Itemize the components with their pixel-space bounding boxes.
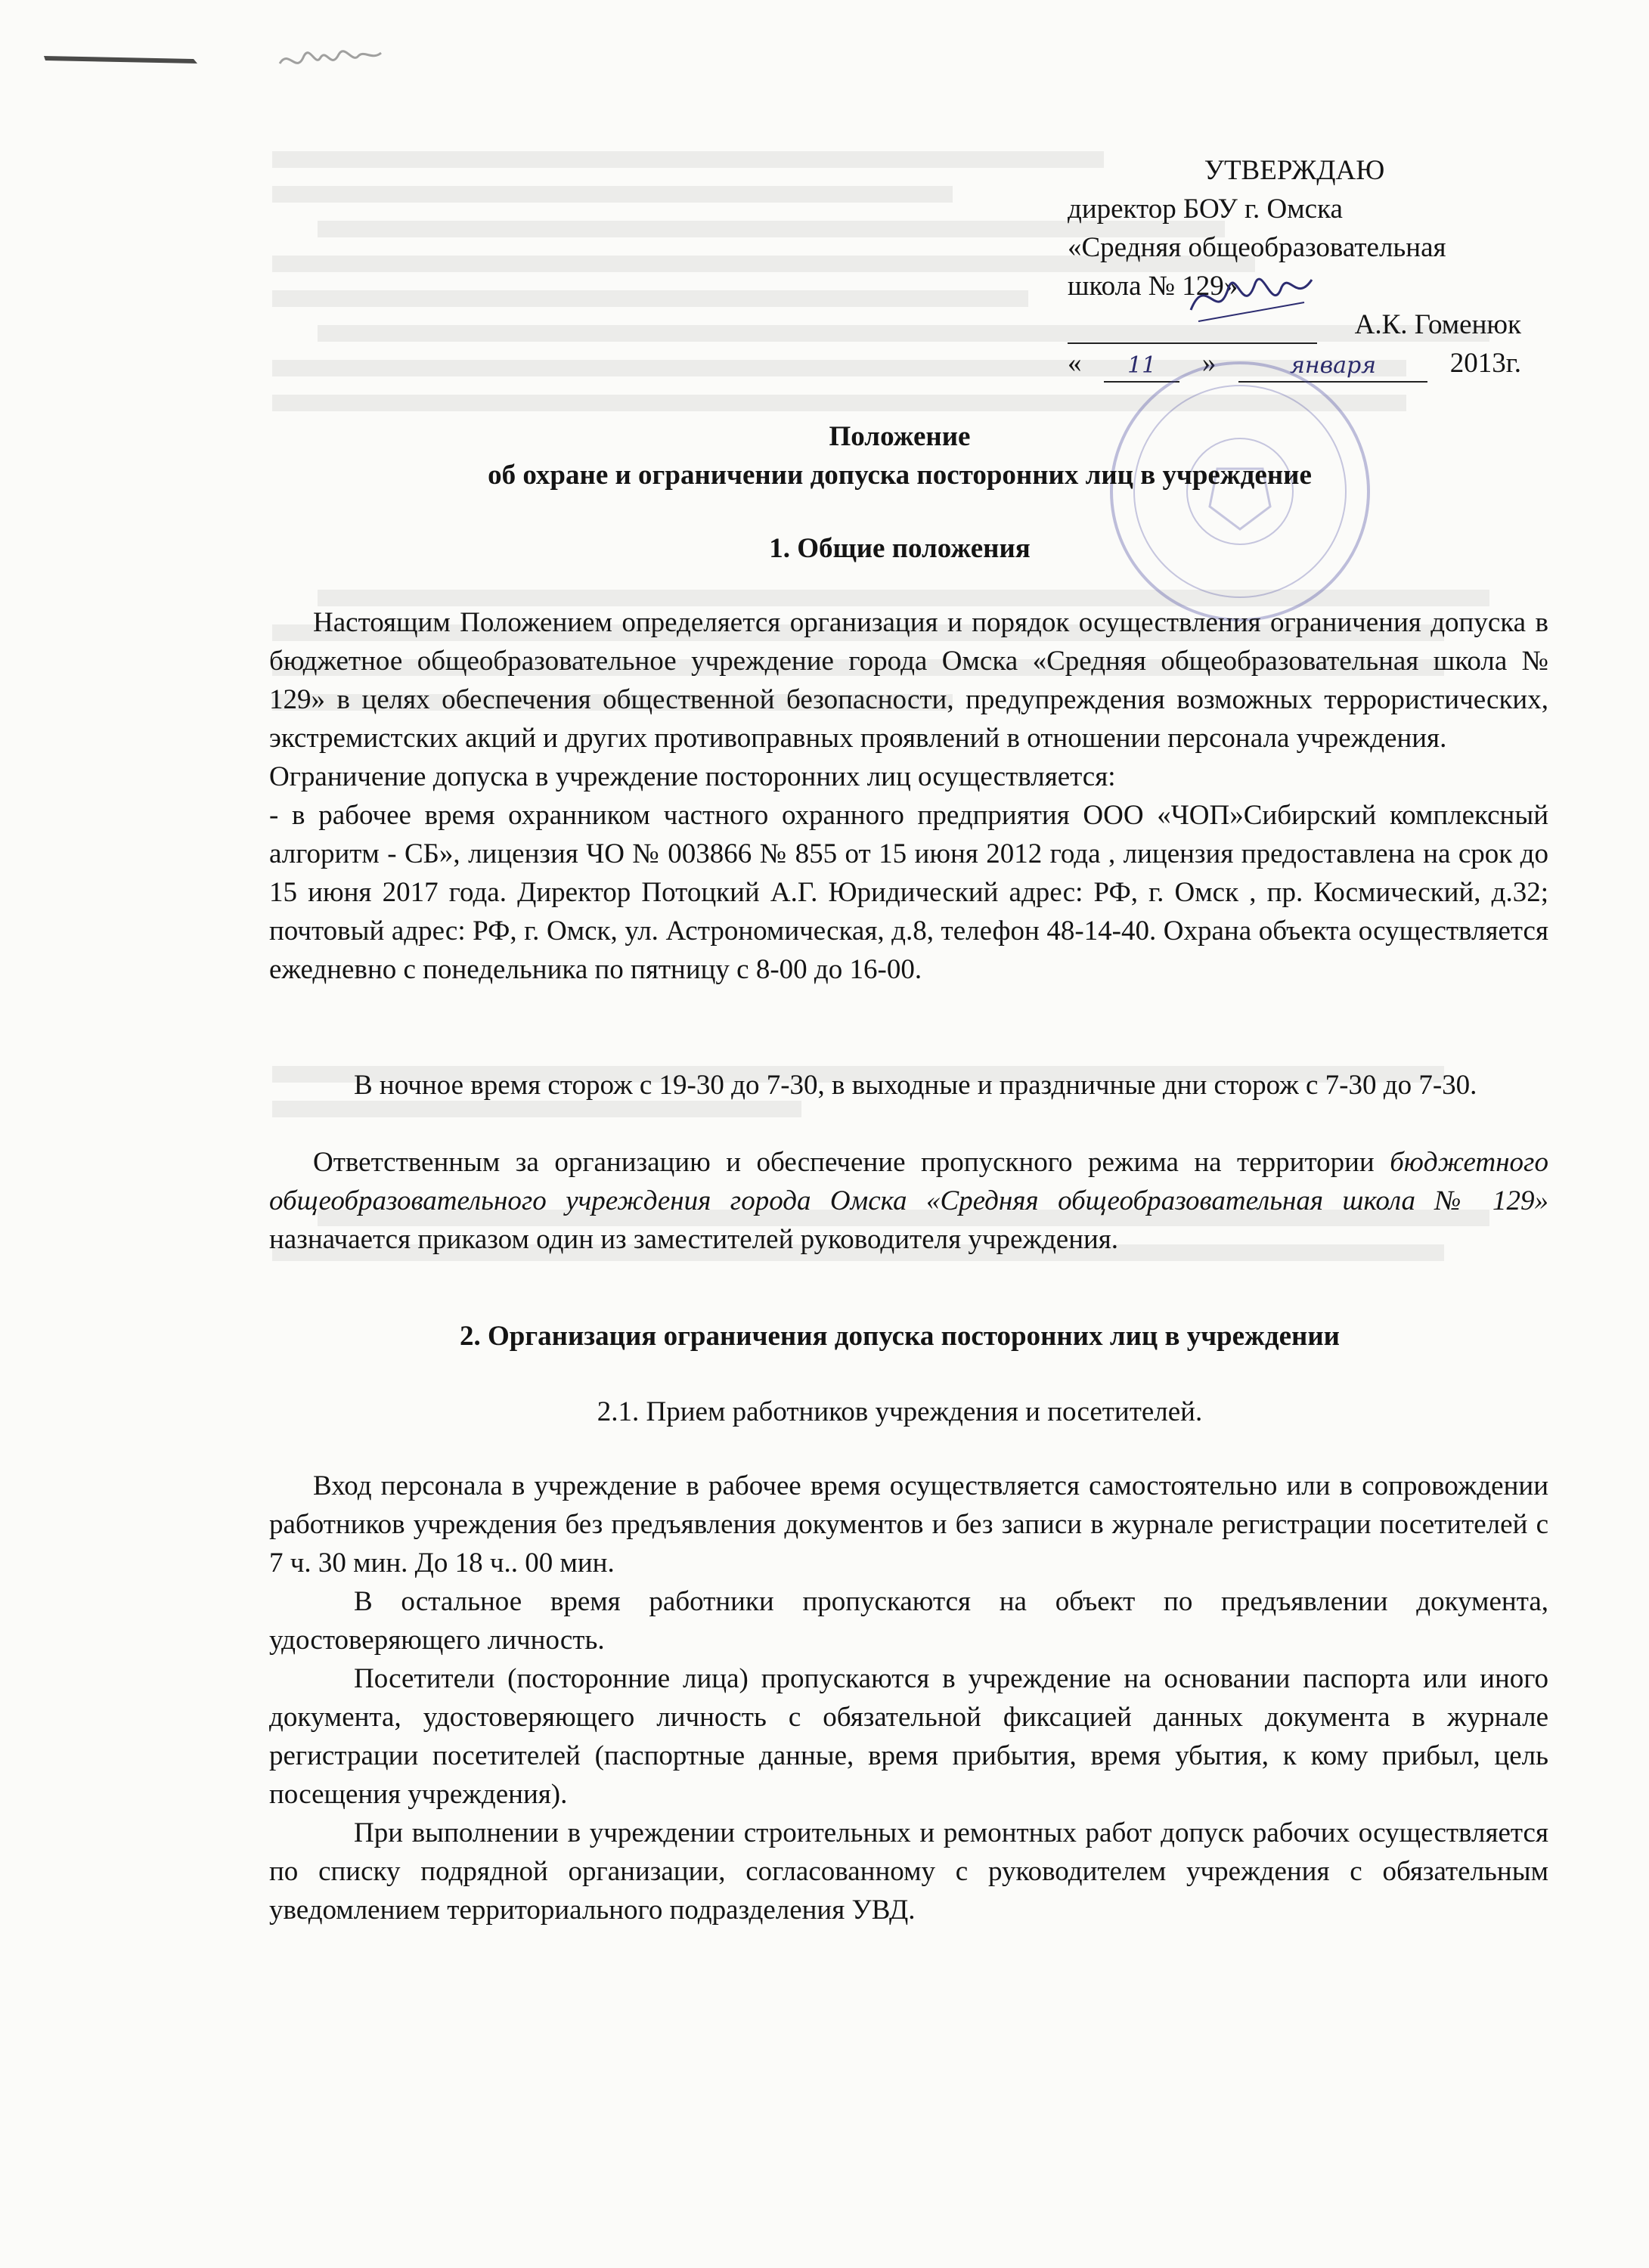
section1-paragraph-3: - в рабочее время охранником частного охранного предприятия ООО «ЧОП»Сибирский комплексный алгоритм - СБ», лицензия ЧО № 003866 № 855 от 15 июня 2012 года , лицензия предоставлена на срок до 15 июня 2017 года. Директор Потоцкий А.Г. Юридический адрес: РФ, г. Омск , пр. Космический, д.32; почтовый адрес: РФ, г. Омск, ул. Астрономическая, д.8, телефон 48-14-40. Охрана объекта осуществляется ежедневно с понедельника по пятницу с 8-00 до 16-00. <box>269 800 1548 985</box>
handwritten-mark <box>274 33 387 86</box>
section1-paragraph-2: Ограничение допуска в учреждение посторонних лиц осуществляется: <box>269 761 1116 792</box>
date-open-quote: « <box>1068 348 1082 379</box>
document-subtitle: об охране и ограничении допуска посторонних лиц в учреждение <box>488 460 1312 491</box>
section2-paragraph-2: В остальное время работники пропускаются на объект по предъявлении документа, удостоверяющего личность. <box>269 1586 1548 1656</box>
approval-signatory: А.К. Гоменюк <box>1354 309 1521 340</box>
section1-paragraph-4: В ночное время сторож с 19-30 до 7-30, в выходные и праздничные дни сторож с 7-30 до 7-30. <box>354 1070 1477 1101</box>
section2-paragraph-1: Вход персонала в учреждение в рабочее время осуществляется самостоятельно или в сопровождении работников учреждения без предъявления документов и без записи в журнале регистрации посетителей с 7 ч. 30 мин. До 18 ч.. 00 мин. <box>269 1470 1548 1579</box>
para5-italic: бюджетного общеобразовательного учреждения города Омска «Средняя общеобразовательная школа № 129» <box>269 1147 1548 1216</box>
approval-heading: УТВЕРЖДАЮ <box>1204 155 1385 186</box>
signature-image <box>1183 257 1319 340</box>
document-title: Положение <box>829 421 971 452</box>
section2-heading: 2. Организация ограничения допуска посторонних лиц в учреждении <box>460 1321 1340 1352</box>
scan-mark <box>42 48 201 68</box>
section1-heading: 1. Общие положения <box>769 533 1031 564</box>
date-year: 2013г. <box>1449 348 1521 379</box>
section2-paragraph-3: Посетители (посторонние лица) пропускаются в учреждение на основании паспорта или иного документа, удостоверяющего личность с обязательной фиксацией данных документа в журнале регистрации посетителей (паспортные данные, время прибытия, время убытия, к кому прибыл, цель посещения учреждения). <box>269 1663 1548 1810</box>
approval-school-line2: школа № 129» <box>1068 271 1238 302</box>
date-day: 11 <box>1104 351 1179 383</box>
para5-start: Ответственным за организацию и обеспечение пропускного режима на территории <box>313 1147 1390 1178</box>
section2-paragraph-4: При выполнении в учреждении строительных и ремонтных работ допуск рабочих осуществляется по списку подрядной организации, согласованному с руководителем учреждения с обязательным уведомлением территориального подразделения УВД. <box>269 1817 1548 1926</box>
section2-sub1-heading: 2.1. Прием работников учреждения и посетителей. <box>597 1396 1203 1427</box>
date-month: января <box>1238 351 1427 383</box>
section1-paragraph-5 <box>269 1143 1548 1259</box>
para5-end: назначается приказом один из заместителей руководителя учреждения. <box>269 1224 1119 1255</box>
approval-position: директор БОУ г. Омска <box>1068 194 1343 225</box>
approval-school-line1: «Средняя общеобразовательная <box>1068 232 1446 263</box>
section1-paragraph-1: Настоящим Положением определяется организация и порядок осуществления ограничения допуска в бюджетное общеобразовательное учреждение города Омска «Средняя общеобразовательная школа № 129» в целях обеспечения общественной безопасности, предупреждения возможных террористических, экстремистских акций и других противоправных проявлений в отношении персонала учреждения. <box>269 607 1548 754</box>
date-close-quote: » <box>1201 348 1217 379</box>
